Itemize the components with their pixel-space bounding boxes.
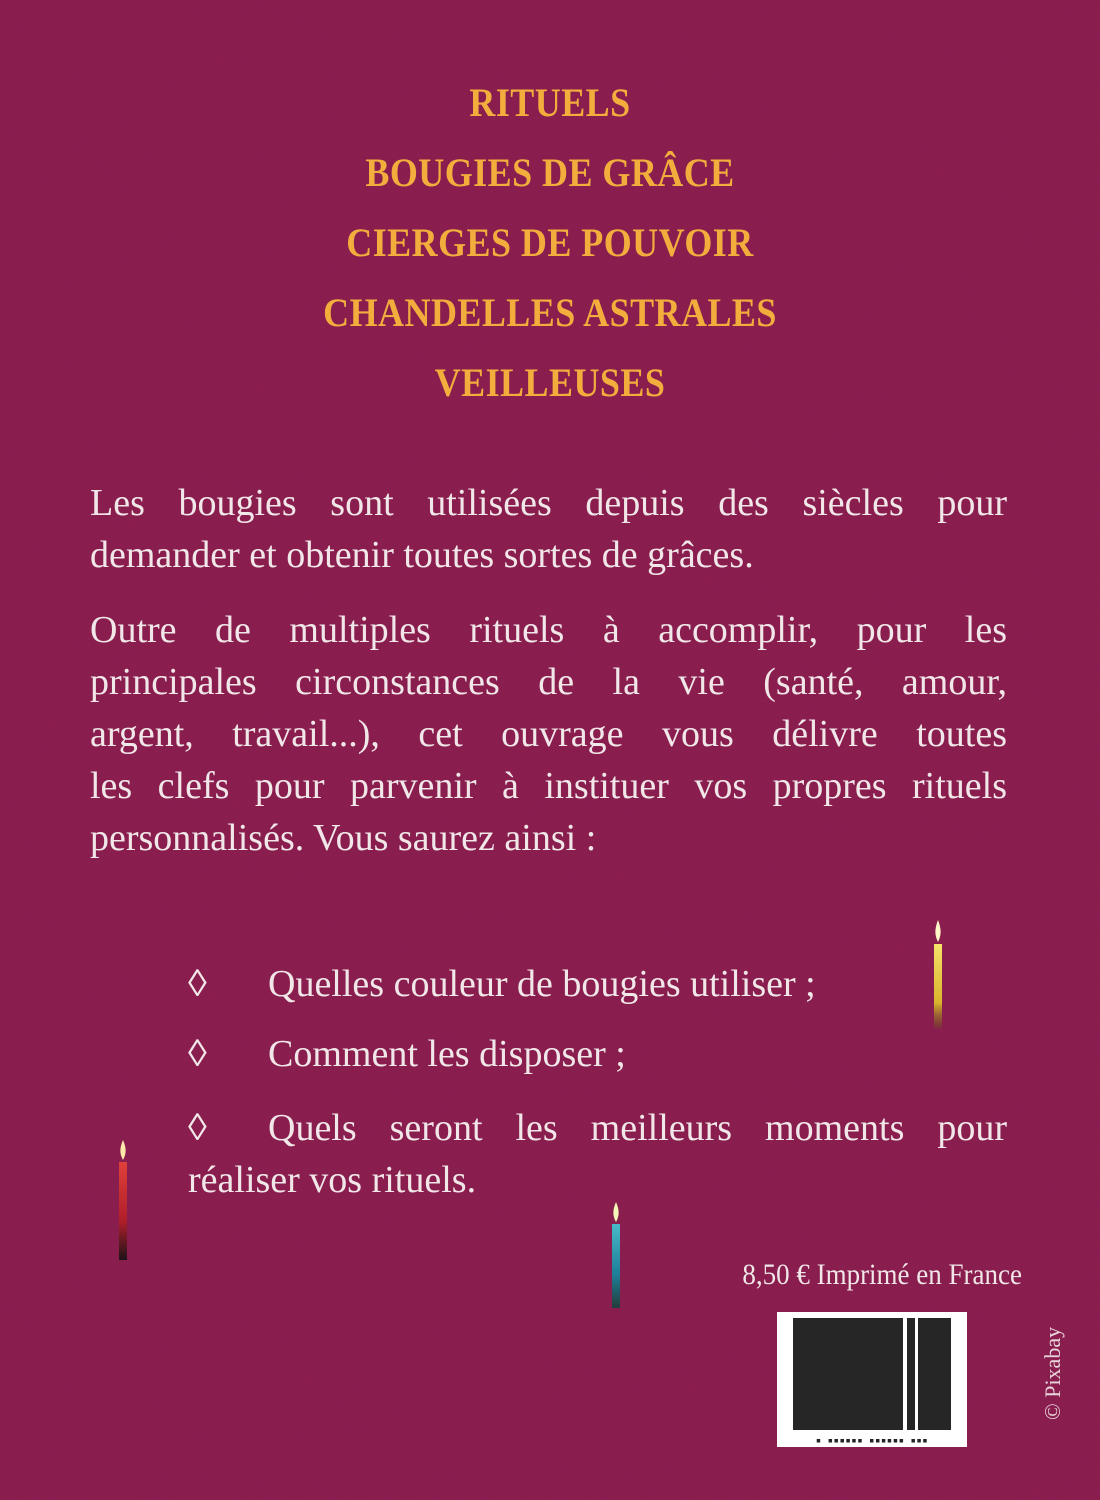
price-and-print-info: 8,50 € Imprimé en France [742,1258,1022,1291]
diamond-bullet-icon: ◊ [188,1033,207,1075]
bullet-first-line [188,1102,1007,1154]
barcode-bars [793,1318,951,1430]
paragraph-line: Les bougies sont utilisées depuis des siècles pour [90,482,1007,524]
bullet-text: Quels seront les meilleurs moments pour [268,1107,1007,1149]
blue-candle-icon [605,1200,627,1310]
paragraph-line: argent, travail...), cet ouvrage vous délivre toutes [90,713,1007,755]
paragraph-line: principales circonstances de la vie (santé, amour, [90,661,1007,703]
yellow-candle-icon [926,918,950,1030]
paragraph-line: demander et obtenir toutes sortes de grâces. [90,534,754,576]
bullet-text: Quelles couleur de bougies utiliser ; [268,963,816,1005]
barcode-digits: ▪ ▪▪▪▪▪▪ ▪▪▪▪▪▪ ▪▪▪ [815,1436,929,1446]
bullet-item [188,958,1007,1010]
paragraph-line: personnalisés. Vous saurez ainsi : [90,817,597,859]
bullet-item [188,1028,1007,1080]
title-line: VEILLEUSES [434,360,666,405]
barcode-icon [777,1312,967,1447]
photo-credit: © Pixabay [1040,1326,1065,1420]
title-line: CHANDELLES ASTRALES [323,290,777,335]
description-paragraph [90,604,1007,864]
title-line: CIERGES DE POUVOIR [346,220,754,265]
diamond-bullet-icon: ◊ [188,963,207,1005]
red-candle-icon [112,1138,134,1262]
bullet-item [188,1102,1007,1206]
diamond-bullet-icon: ◊ [188,1107,207,1149]
bullet-text-continued: réaliser vos rituels. [188,1159,477,1201]
title-line: RITUELS [469,80,631,125]
paragraph-line: Outre de multiples rituels à accomplir, pour les [90,609,1007,651]
paragraph-line: les clefs pour parvenir à instituer vos propres rituels [90,765,1007,807]
title-line: BOUGIES DE GRÂCE [365,150,735,195]
bullet-text: Comment les disposer ; [268,1033,626,1075]
intro-paragraph [90,477,1007,581]
title-block [0,68,1100,418]
